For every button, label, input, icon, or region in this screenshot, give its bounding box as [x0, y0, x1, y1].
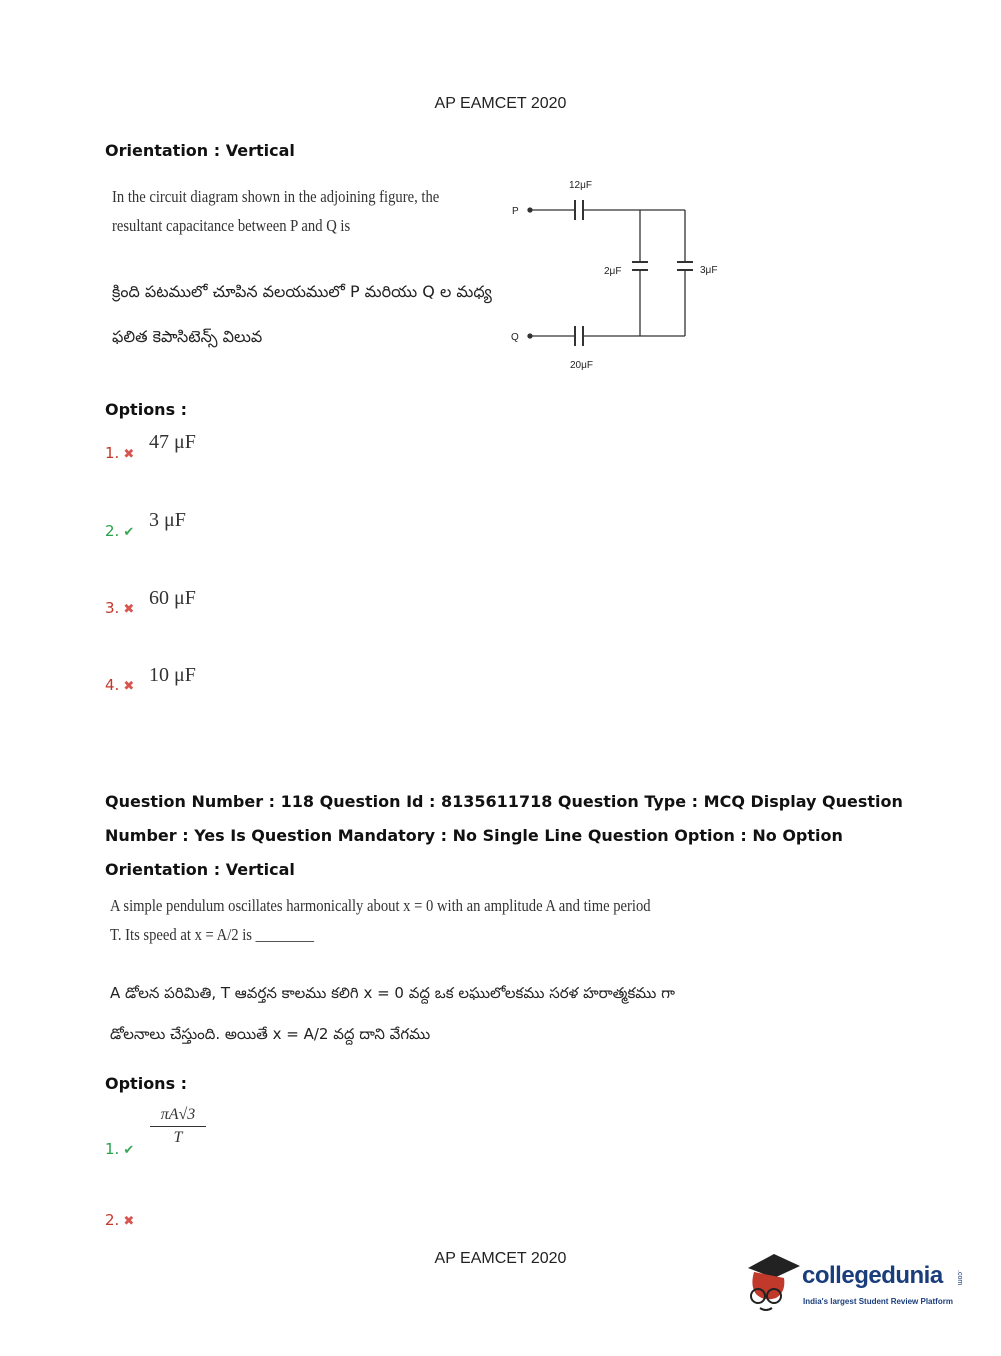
q117-english-line2: resultant capacitance between P and Q is: [112, 216, 351, 235]
q118-meta-line1: Question Number : 118 Question Id : 8135611718 Question Type : MCQ Display Question: [105, 792, 903, 811]
q117-english-line1: In the circuit diagram shown in the adjoining figure, the: [112, 187, 440, 206]
q117-option-4: [105, 675, 134, 694]
option-number: 3.: [105, 599, 120, 617]
mascot-logo-icon: [740, 1250, 802, 1314]
q118-meta-line2: Number : Yes Is Question Mandatory : No Single Line Question Option : No Option: [105, 826, 843, 845]
option-number: 2.: [105, 522, 120, 540]
q117-option-2: [105, 521, 134, 540]
wrong-mark-icon: ✖: [123, 679, 135, 694]
q118-telugu-line2: డోలనాలు చేస్తుంది. అయితే x = A/2 వద్ద దాని వేగము: [110, 1025, 431, 1043]
q118-english-line1: A simple pendulum oscillates harmonically about x = 0 with an amplitude A and time period: [110, 896, 651, 915]
page-footer-title: AP EAMCET 2020: [434, 1250, 567, 1267]
circuit-label-20uf: 20μF: [570, 360, 593, 371]
circuit-label-q: Q: [511, 332, 519, 343]
option-number: 1.: [105, 444, 120, 462]
q118-english-line2: T. Its speed at x = A/2 is ________: [110, 925, 315, 944]
correct-check-icon: ✔: [123, 525, 135, 540]
q118-option-1: [105, 1139, 134, 1158]
q117-telugu-line1: క్రింది పటములో చూపిన వలయములో P మరియు Q ల మధ్య: [112, 282, 492, 301]
option-number: 1.: [105, 1140, 120, 1158]
logo-name: collegedunia: [802, 1262, 943, 1289]
fraction-denominator: T: [173, 1129, 183, 1146]
q118-option-2: [105, 1210, 134, 1229]
circuit-label-12uf: 12μF: [569, 180, 592, 191]
q117-option-2-value: 3 μF: [149, 509, 186, 531]
terminal-p: [528, 208, 532, 212]
terminal-q: [528, 334, 532, 338]
option-number: 4.: [105, 676, 120, 694]
q117-telugu-line2: ఫలిత కెపాసిటెన్స్ విలువ: [112, 327, 263, 346]
circuit-label-p: P: [512, 206, 519, 217]
q117-options-label: Options :: [105, 400, 188, 419]
correct-check-icon: ✔: [123, 1143, 135, 1158]
q118-orientation: Orientation : Vertical: [105, 860, 295, 879]
q117-option-1-value: 47 μF: [149, 431, 196, 453]
q117-option-1: [105, 443, 134, 462]
q117-option-3: [105, 598, 134, 617]
wrong-mark-icon: ✖: [123, 1214, 135, 1229]
q118-options-label: Options :: [105, 1074, 188, 1093]
wrong-mark-icon: ✖: [123, 447, 135, 462]
circuit-label-3uf: 3μF: [700, 265, 718, 276]
q117-orientation: Orientation : Vertical: [105, 141, 295, 160]
page-header-title: AP EAMCET 2020: [434, 95, 567, 112]
q117-option-3-value: 60 μF: [149, 587, 196, 609]
logo-suffix: .com: [956, 1270, 963, 1286]
q118-telugu-line1: A డోలన పరిమితి, T ఆవర్తన కాలము కలిగి x = 0 వద్ద ఒక లఘులోలకము సరళ హరాత్మకము గా: [110, 984, 675, 1002]
collegedunia-logo: [740, 1250, 970, 1320]
circuit-label-2uf: 2μF: [604, 266, 622, 277]
q117-option-4-value: 10 μF: [149, 664, 196, 686]
option-number: 2.: [105, 1211, 120, 1229]
q118-option-1-fraction: [150, 1106, 206, 1147]
wrong-mark-icon: ✖: [123, 602, 135, 617]
circuit-diagram: [505, 170, 745, 380]
fraction-numerator: πA√3: [150, 1106, 206, 1127]
logo-tagline: India's largest Student Review Platform: [803, 1297, 953, 1306]
